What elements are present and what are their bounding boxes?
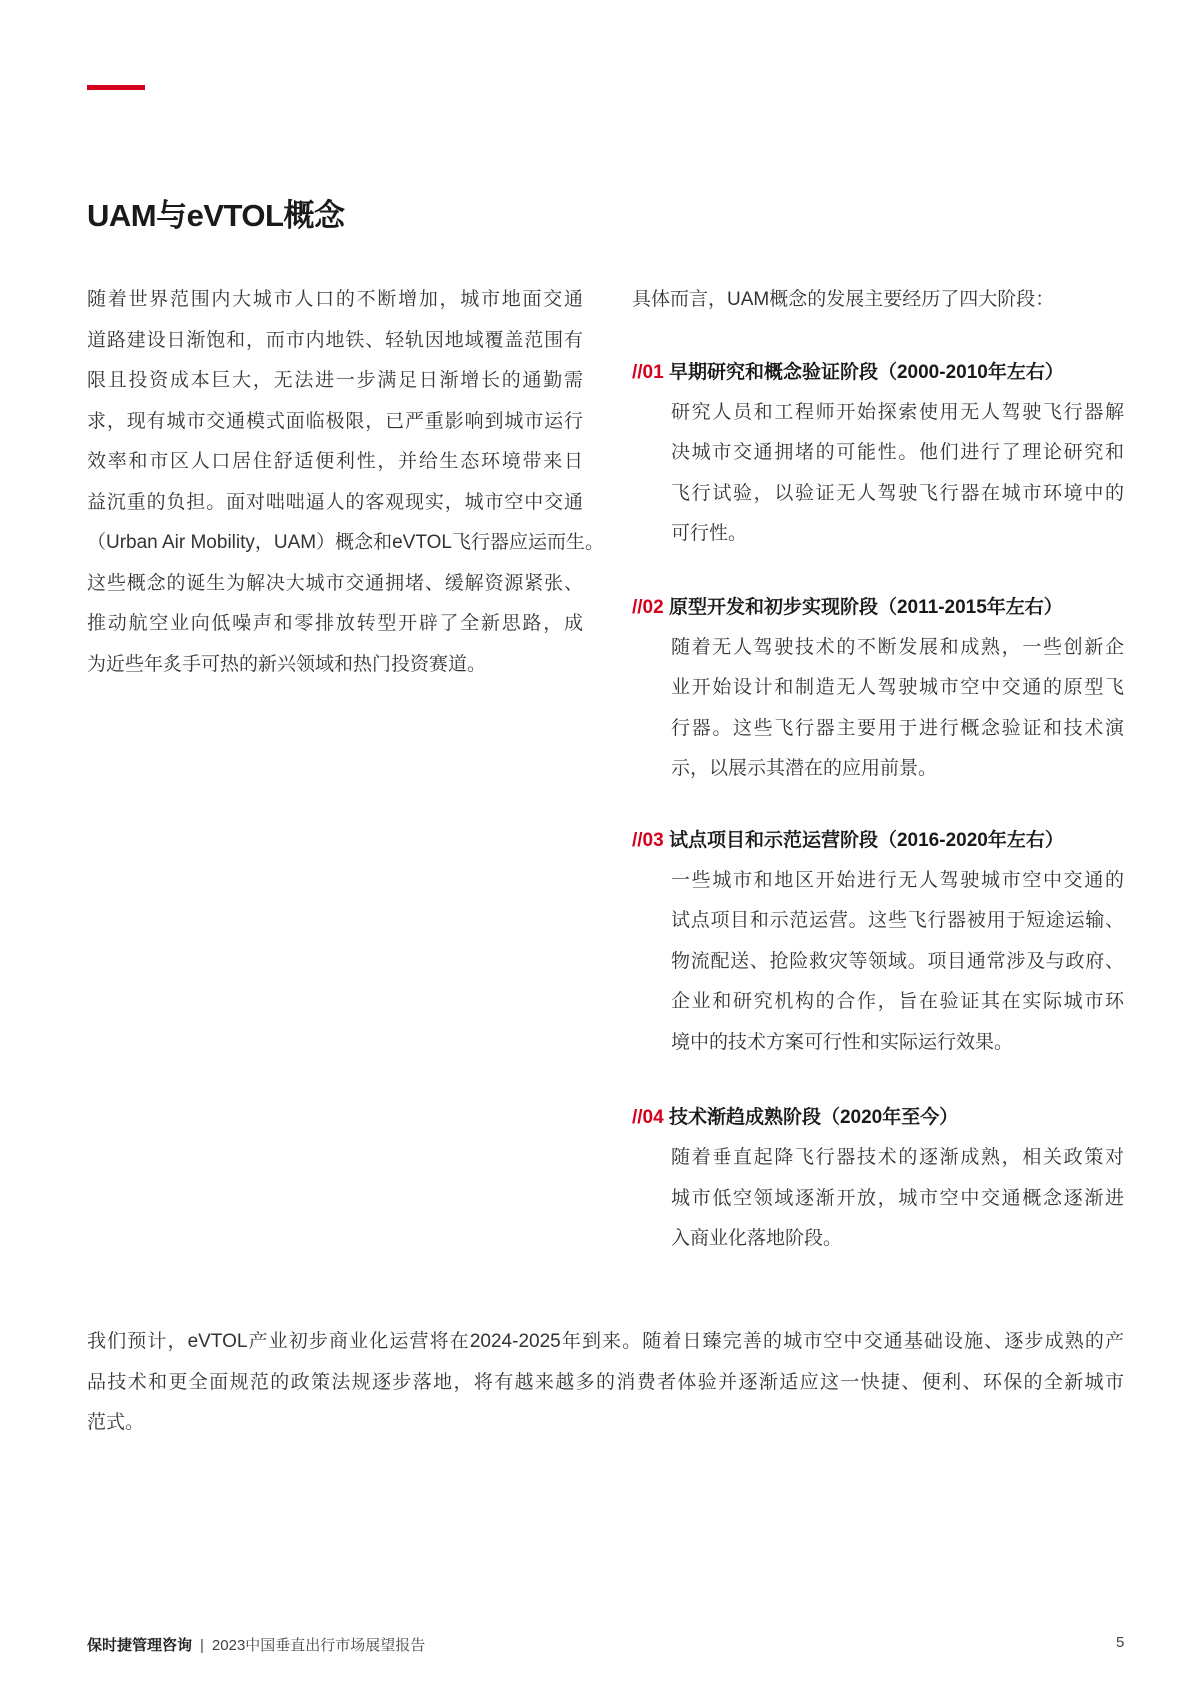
stage-heading-text: 原型开发和初步实现阶段（2011-2015年左右） (668, 596, 1063, 618)
text-line: （Urban Air Mobility，UAM）概念和eVTOL飞行器应运而生。 (87, 532, 604, 553)
text-line: 效率和市区人口居住舒适便利性，并给生态环境带来日 (87, 451, 583, 472)
text-line: 随着垂直起降飞行器技术的逐渐成熟，相关政策对 (671, 1147, 1124, 1168)
page-title: UAM与eVTOL概念 (87, 198, 345, 233)
text-line: 这些概念的诞生为解决大城市交通拥堵、缓解资源紧张、 (87, 572, 583, 594)
accent-bar (87, 85, 145, 90)
text-line: 飞行试验，以验证无人驾驶飞行器在城市环境中的 (671, 482, 1124, 504)
stage-heading (632, 353, 1124, 393)
text-line: 城市低空领域逐渐开放，城市空中交通概念逐渐进 (671, 1187, 1124, 1209)
text-line: 为近些年炙手可热的新兴领域和热门投资赛道。 (87, 653, 487, 675)
text-line: 品技术和更全面规范的政策法规逐步落地，将有越来越多的消费者体验并逐渐适应这一快捷、便利、环保的全新城市 (87, 1371, 1124, 1393)
text-line: 行器。这些飞行器主要用于进行概念验证和技术演 (671, 717, 1124, 739)
stage-number: //03 (632, 829, 664, 851)
text-line: 境中的技术方案可行性和实际运行效果。 (671, 1031, 1014, 1053)
text-line: 研究人员和工程师开始探索使用无人驾驶飞行器解 (671, 401, 1124, 423)
stage-heading-text: 试点项目和示范运营阶段（2016-2020年左右） (668, 829, 1064, 851)
text-line: 决城市交通拥堵的可能性。他们进行了理论研究和 (671, 442, 1124, 463)
text-line: 可行性。 (671, 523, 748, 544)
intro-paragraph (87, 280, 604, 685)
stage-item (632, 821, 1124, 1064)
stage-heading (632, 588, 1124, 628)
stage-item (632, 588, 1124, 790)
stage-description (671, 628, 1124, 790)
footer-report-title: 2023中国垂直出行市场展望报告 (211, 1637, 426, 1654)
text-line: 推动航空业向低噪声和零排放转型开辟了全新思路，成 (87, 613, 583, 634)
text-line: 物流配送、抢险救灾等领域。项目通常涉及与政府、 (671, 950, 1124, 972)
stages-intro: 具体而言，UAM概念的发展主要经历了四大阶段： (632, 289, 1055, 310)
footer (87, 1634, 425, 1655)
stage-number: //02 (632, 596, 664, 618)
text-line: 范式。 (87, 1412, 145, 1433)
stage-heading-text: 技术渐趋成熟阶段（2020年至今） (668, 1107, 959, 1128)
stage-description (671, 393, 1124, 555)
page-number: 5 (1116, 1634, 1125, 1651)
text-line: 限且投资成本巨大，无法进一步满足日渐增长的通勤需 (87, 370, 583, 391)
stage-item (632, 353, 1124, 555)
stage-description (671, 1138, 1124, 1260)
stage-number: //01 (632, 361, 664, 383)
footer-brand: 保时捷管理咨询 (87, 1637, 193, 1654)
text-line: 试点项目和示范运营。这些飞行器被用于短途运输、 (671, 910, 1124, 931)
footer-separator: | (200, 1637, 204, 1654)
stage-heading-text: 早期研究和概念验证阶段（2000-2010年左右） (668, 361, 1064, 383)
text-line: 道路建设日渐饱和，而市内地铁、轻轨因地域覆盖范围有 (87, 329, 583, 351)
text-line: 随着无人驾驶技术的不断发展和成熟，一些创新企 (671, 636, 1124, 658)
text-line: 求，现有城市交通模式面临极限，已严重影响到城市运行 (87, 410, 583, 432)
text-line: 一些城市和地区开始进行无人驾驶城市空中交通的 (671, 869, 1124, 891)
text-line: 益沉重的负担。面对咄咄逼人的客观现实，城市空中交通 (87, 491, 583, 513)
stage-number: //04 (632, 1107, 664, 1128)
text-line: 企业和研究机构的合作，旨在验证其在实际城市环 (671, 991, 1124, 1012)
text-line: 随着世界范围内大城市人口的不断增加，城市地面交通 (87, 289, 583, 310)
stage-description (671, 861, 1124, 1064)
text-line: 示，以展示其潜在的应用前景。 (671, 758, 938, 779)
conclusion-paragraph (87, 1322, 1124, 1444)
text-line: 业开始设计和制造无人驾驶城市空中交通的原型飞 (671, 677, 1124, 698)
text-line: 我们预计，eVTOL产业初步商业化运营将在2024-2025年到来。随着日臻完善的城市空中交通基础设施、逐步成熟的产 (87, 1331, 1124, 1352)
stages-column (632, 280, 1124, 1260)
text-line: 入商业化落地阶段。 (671, 1228, 843, 1249)
stage-heading (632, 821, 1124, 861)
stage-item (632, 1098, 1124, 1260)
stage-heading (632, 1098, 1124, 1138)
